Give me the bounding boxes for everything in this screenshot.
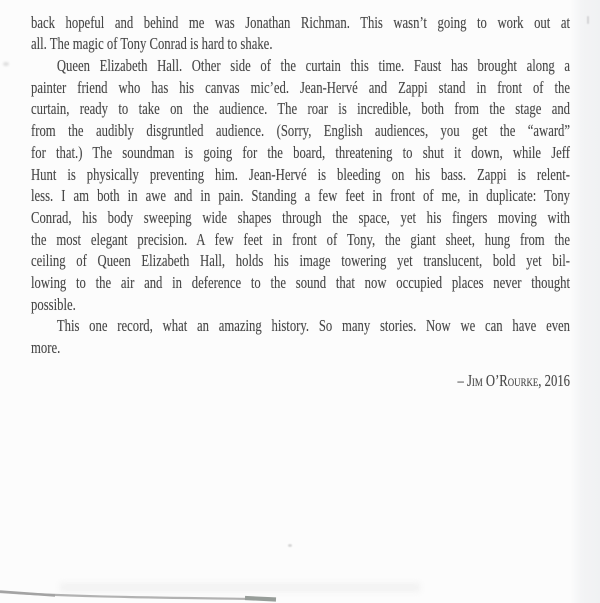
text-line: possible.	[31, 294, 76, 314]
scan-artifact-speck	[3, 62, 9, 66]
signature-dash: –	[457, 370, 467, 390]
scan-artifact-speck	[288, 544, 292, 547]
signature-name: Jim O’Rourke	[466, 370, 539, 390]
text-line: the most elegant precision. A few feet in front of Tony, the giant sheet, hung from the	[31, 229, 571, 249]
text-line: Queen Elizabeth Hall. Other side of the curtain this time. Faust has brought along a	[56, 56, 571, 75]
text-line: curtain, ready to take on the audience. The roar is incredible, both from the stage and	[31, 99, 571, 119]
text-line: back hopeful and behind me was Jonathan Richman. This wasn’t going to work out at	[31, 12, 571, 32]
signature-year: , 2016	[538, 370, 571, 390]
text-line: painter friend who has his canvas mic’ed. Jean-Hervé and Zappi stand in front of the	[31, 77, 571, 97]
text-line: This one record, what an amazing history. So many stories. Now we can have even	[56, 316, 571, 336]
text-line: Conrad, his body sweeping wide shapes through the space, yet his fingers moving with	[31, 207, 571, 227]
text-line: ceiling of Queen Elizabeth Hall, holds his image towering yet translucent, bold yet bil-	[31, 251, 571, 271]
text-line: all. The magic of Tony Conrad is hard to shake.	[31, 34, 273, 54]
text-line: for that.) The soundman is going for the board, threatening to shut it down, while Jeff	[31, 142, 571, 162]
author-signature	[31, 370, 570, 392]
text-line: less. I am both in awe and in pain. Standing a few feet in front of me, in duplicate: Tony	[31, 186, 571, 206]
scan-artifact-smudge	[60, 583, 420, 592]
text-line: lowing to the air and in deference to the sound that now occupied places never thought	[31, 273, 571, 293]
text-line: Hunt is physically preventing him. Jean-Hervé is bleeding on his bass. Zappi is relent-	[31, 164, 571, 184]
page-edge-shadow	[570, 0, 600, 603]
scan-artifact-speck	[587, 16, 589, 24]
text-line: more.	[31, 338, 61, 358]
liner-notes-text	[31, 12, 570, 392]
text-line: from the audibly disgruntled audience. (Sorry, English audiences, you get the “award”	[31, 121, 571, 141]
page-bottom-edge-line	[0, 587, 300, 603]
